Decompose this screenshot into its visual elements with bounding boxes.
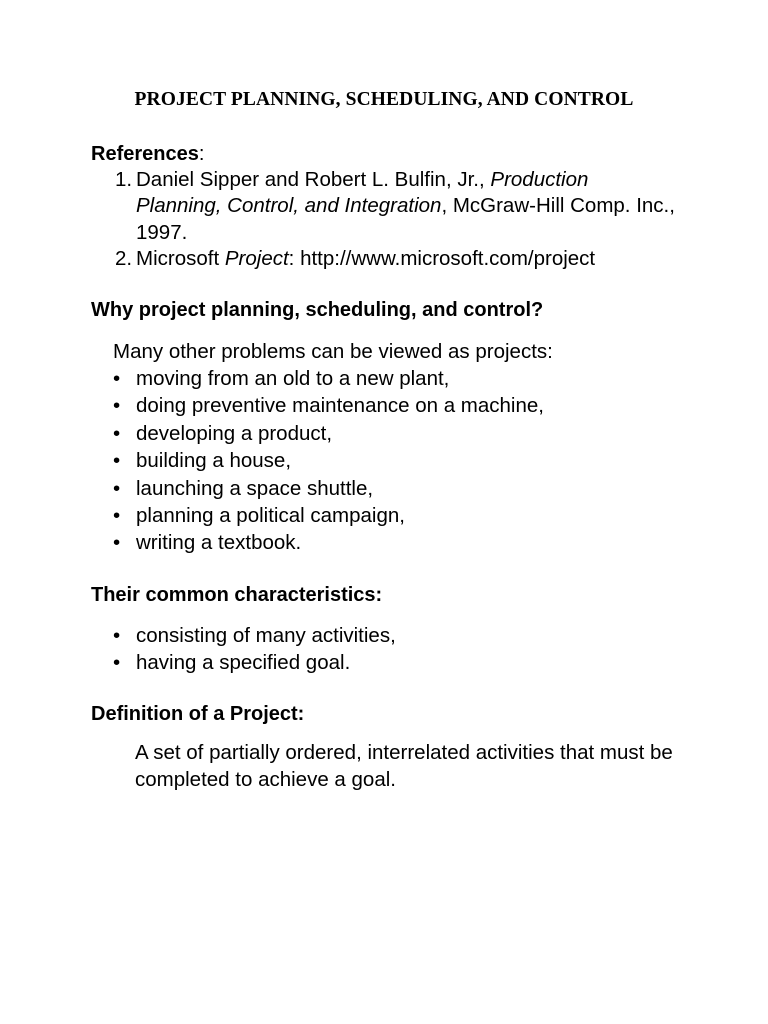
bullet-icon: •: [113, 651, 121, 675]
reference-book-title: Production Planning, Control, and Integration: [136, 168, 589, 218]
definition-text: A set of partially ordered, interrelated activities that must be completed to achieve a goal.: [135, 741, 673, 791]
reference-item-2: [91, 246, 676, 272]
list-item: [113, 420, 544, 447]
definition-heading: Definition of a Project:: [91, 703, 305, 725]
bullet-icon: •: [113, 394, 121, 418]
page-title: PROJECT PLANNING, SCHEDULING, AND CONTROL: [134, 89, 634, 110]
references-heading-colon: :: [198, 143, 205, 165]
reference-authors: Daniel Sipper and Robert L. Bulfin, Jr.,: [136, 168, 491, 191]
why-heading: Why project planning, scheduling, and control?: [91, 299, 544, 321]
list-item-text: doing preventive maintenance on a machine,: [136, 394, 544, 418]
reference-url: : http://www.microsoft.com/project: [288, 246, 596, 270]
list-item: [113, 365, 544, 392]
bullet-icon: •: [113, 421, 121, 445]
bullet-icon: •: [113, 449, 121, 473]
list-item-text: moving from an old to a new plant,: [136, 367, 450, 390]
bullet-icon: •: [113, 367, 121, 390]
list-item: [113, 649, 396, 676]
list-item-text: launching a space shuttle,: [136, 476, 374, 500]
bullet-icon: •: [113, 504, 121, 528]
references-heading-text: References: [91, 143, 199, 165]
list-item-text: building a house,: [136, 449, 292, 473]
list-item: [113, 447, 544, 474]
reference-number: 1.: [115, 168, 133, 191]
list-item-text: writing a textbook.: [136, 531, 302, 555]
list-item-text: planning a political campaign,: [136, 504, 405, 528]
list-item-text: developing a product,: [136, 421, 333, 445]
list-item: [113, 475, 544, 502]
list-item: [113, 529, 544, 556]
bullet-icon: •: [113, 476, 121, 500]
characteristics-bullet-list: [113, 622, 396, 677]
reference-item-1: [91, 167, 676, 246]
characteristics-heading: Their common characteristics:: [91, 584, 383, 606]
list-item: [113, 622, 396, 649]
list-item: [113, 502, 544, 529]
reference-prefix: Microsoft: [136, 246, 225, 270]
why-intro: Many other problems can be viewed as projects:: [113, 340, 553, 363]
why-bullet-list: [113, 365, 544, 557]
reference-product: Project: [224, 246, 289, 270]
references-heading: [91, 141, 204, 167]
bullet-icon: •: [113, 531, 121, 555]
list-item-text: consisting of many activities,: [136, 624, 396, 647]
reference-publisher: , McGraw-Hill Comp. Inc., 1997.: [136, 194, 675, 244]
list-item: [113, 392, 544, 419]
reference-number: 2.: [115, 246, 133, 270]
list-item-text: having a specified goal.: [136, 651, 351, 675]
bullet-icon: •: [113, 624, 121, 647]
references-list: [91, 167, 676, 272]
